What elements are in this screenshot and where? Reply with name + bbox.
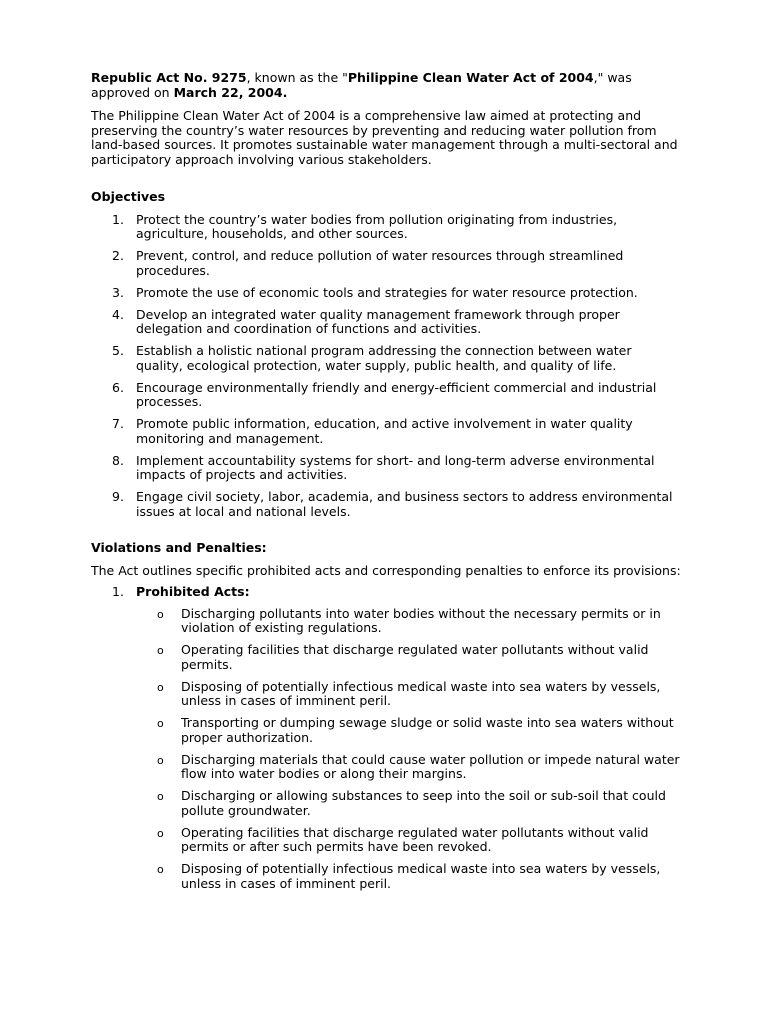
objective-text: Prevent, control, and reduce pollution of water resources through streamlined procedures.: [136, 248, 624, 278]
bullet-marker: o: [157, 790, 164, 803]
prohibited-act-item: [91, 680, 681, 709]
objective-item: [91, 454, 681, 483]
prohibited-act-text: Disposing of potentially infectious medical waste into sea waters by vessels, unless in cases of imminent peril.: [181, 678, 661, 708]
prohibited-acts-list: [91, 607, 681, 892]
prohibited-act-text: Disposing of potentially infectious medical waste into sea waters by vessels, unless in cases of imminent peril.: [181, 861, 661, 891]
objective-text: Encourage environmentally friendly and energy-efficient commercial and industrial processes.: [136, 379, 657, 409]
objective-number: 3.: [112, 284, 124, 300]
prohibited-acts-heading: [91, 585, 681, 600]
prohibited-act-item: [91, 862, 681, 891]
act-name: Philippine Clean Water Act of 2004: [347, 70, 594, 85]
objective-item: [91, 213, 681, 242]
objective-number: 4.: [112, 306, 124, 322]
bullet-marker: o: [157, 717, 164, 730]
intro-known-as: , known as the ": [246, 70, 348, 85]
objective-item: [91, 417, 681, 446]
objectives-list: [91, 213, 681, 520]
violations-heading: Violations and Penalties:: [91, 540, 267, 555]
prohibited-act-text: Discharging pollutants into water bodies without the necessary permits or in violation of existing regulations.: [181, 605, 661, 635]
bullet-marker: o: [157, 680, 164, 694]
objective-text: Establish a holistic national program addressing the connection between water quality, ecological protection, water supply, public health, and quality of life.: [136, 343, 632, 373]
objective-item: [91, 490, 681, 519]
objective-text: Promote public information, education, and active involvement in water quality monitoring and management.: [136, 416, 633, 446]
objective-text: Promote the use of economic tools and strategies for water resource protection.: [136, 284, 638, 300]
prohibited-act-item: [91, 753, 681, 782]
objective-number: 5.: [112, 343, 124, 358]
approval-date: March 22, 2004.: [173, 84, 288, 100]
prohibited-act-text: Discharging or allowing substances to seep into the soil or sub-soil that could pollute groundwater.: [181, 788, 666, 818]
bullet-marker: o: [157, 607, 164, 621]
objective-item: [91, 344, 681, 373]
objective-item: [91, 286, 681, 301]
objective-text: Develop an integrated water quality management framework through proper delegation and coordination of functions and activities.: [136, 306, 620, 336]
objective-text: Engage civil society, labor, academia, and business sectors to address environmental issues at local and national levels.: [136, 489, 673, 519]
act-description: The Philippine Clean Water Act of 2004 is a comprehensive law aimed at protecting and preserving the country’s water resources by preventing and reducing water pollution from land-based sources. It promotes sustainable water management through a multi-sectoral and participatory approach involving various stakeholders.: [91, 108, 678, 167]
prohibited-acts-number: 1.: [112, 584, 124, 599]
prohibited-act-item: [91, 826, 681, 855]
intro-approved: ," was approved on: [91, 70, 632, 100]
violations-description: The Act outlines specific prohibited acts and corresponding penalties to enforce its provisions:: [91, 562, 681, 578]
prohibited-act-text: Discharging materials that could cause water pollution or impede natural water flow into water bodies or along their margins.: [181, 751, 680, 781]
prohibited-act-item: [91, 716, 681, 745]
objective-number: 6.: [112, 379, 124, 395]
prohibited-act-item: [91, 789, 681, 818]
prohibited-act-text: Operating facilities that discharge regulated water pollutants without valid permits or after such permits have been revoked.: [181, 824, 649, 854]
objective-item: [91, 308, 681, 337]
prohibited-acts-label: Prohibited Acts:: [136, 584, 250, 599]
bullet-marker: o: [157, 644, 164, 657]
bullet-marker: o: [157, 826, 164, 840]
objective-number: 1.: [112, 211, 124, 227]
objective-number: 8.: [112, 452, 124, 468]
document-body: [91, 71, 681, 899]
objective-text: Implement accountability systems for short- and long-term adverse environmental impacts of projects and activities.: [136, 452, 655, 482]
bullet-marker: o: [157, 753, 164, 767]
act-number: Republic Act No. 9275: [91, 70, 247, 85]
objective-text: Protect the country’s water bodies from pollution originating from industries, agriculture, households, and other sources.: [136, 211, 618, 241]
objective-number: 2.: [112, 248, 124, 263]
prohibited-act-item: [91, 643, 681, 672]
objective-item: [91, 249, 681, 278]
objective-number: 9.: [112, 489, 124, 504]
prohibited-act-item: [91, 607, 681, 636]
objective-number: 7.: [112, 416, 124, 431]
intro-paragraph: [91, 71, 681, 100]
objectives-heading: Objectives: [91, 189, 166, 204]
prohibited-act-text: Transporting or dumping sewage sludge or solid waste into sea waters without proper authorization.: [181, 715, 674, 745]
bullet-marker: o: [157, 863, 164, 876]
prohibited-act-text: Operating facilities that discharge regulated water pollutants without valid permits.: [181, 642, 649, 672]
objective-item: [91, 381, 681, 410]
